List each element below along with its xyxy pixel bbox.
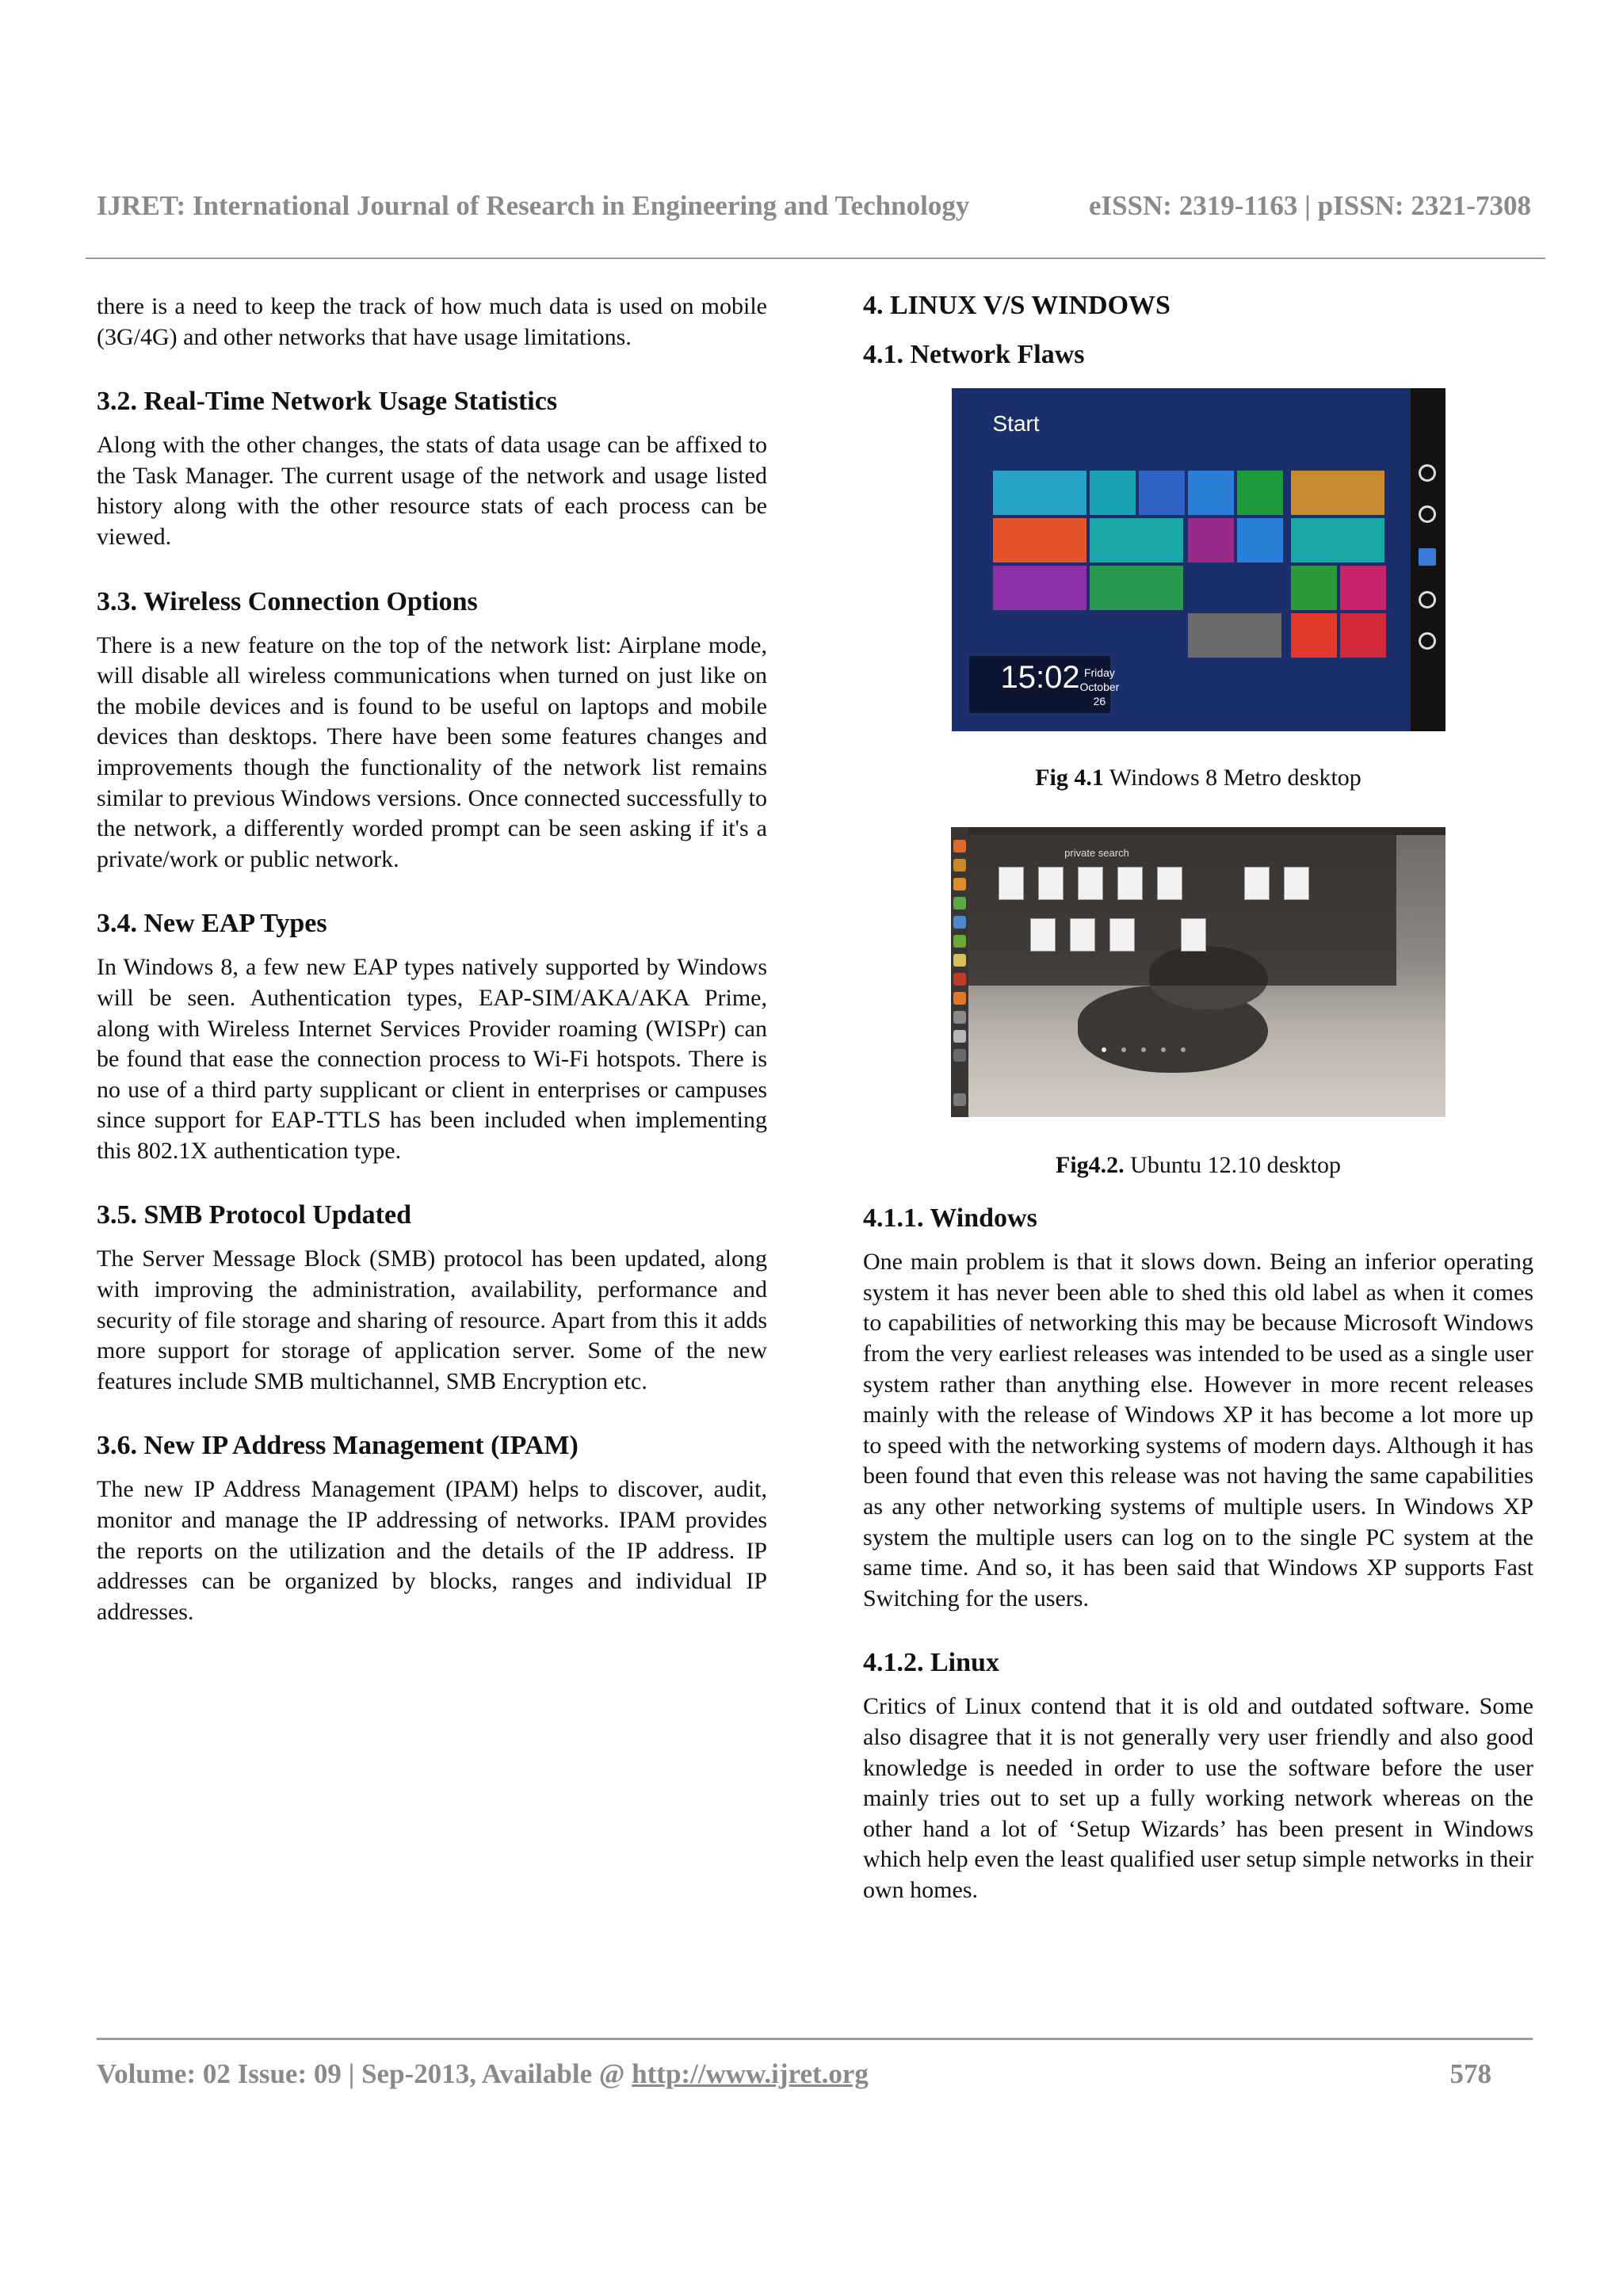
section-3-5-body: The Server Message Block (SMB) protocol has been updated, along with improving the administration, availability, performance and security of file storage and sharing of resource. Apart from this it adds more support for storage of application server. Some of the new features include SMB multichannel, SMB Encryption etc. [97,1245,767,1394]
section-3-6-body: The new IP Address Management (IPAM) helps to discover, audit, monitor and manage the IP addressing of networks. IPAM provides the reports on the utilization and the details of the IP address. IP addresses can be organized by blocks, ranges and individual IP addresses. [97,1476,767,1625]
tile [1188,518,1234,563]
tile [993,566,1086,610]
ubuntu-desktop-image [951,827,1445,1117]
trash-icon [953,1093,966,1106]
clock-month-day: October 26 [1079,681,1120,707]
footer-rule [97,2038,1533,2040]
figure-4-1 [863,388,1533,794]
intro-paragraph: there is a need to keep the track of how much data is used on mobile (3G/4G) and other networks that have usage limitations. [97,293,767,350]
launcher-icon [953,897,966,910]
ubuntu-top-panel [951,827,1445,835]
clock-time: 15:02 [1000,660,1080,695]
launcher-icon [953,973,966,986]
volume-info [97,2058,869,2090]
dash-thumbnail [1181,918,1206,952]
dash-thumbnail [1109,918,1135,952]
section-4-1-2-heading: 4.1.2. Linux [863,1648,999,1678]
launcher-icon [953,840,966,852]
start-charm-icon [1419,548,1436,566]
dash-thumbnail [1038,867,1064,900]
section-3-6-heading: 3.6. New IP Address Management (IPAM) [97,1431,579,1461]
running-header [97,190,1531,222]
page-number: 578 [1449,2058,1491,2089]
tile [1237,471,1283,515]
right-column [863,292,1533,1905]
launcher-icon [953,935,966,948]
dash-thumbnail [1244,867,1270,900]
workspace-dot [1102,1047,1106,1052]
share-charm-icon [1419,505,1436,523]
header-rule [86,257,1545,259]
figure-4-2 [863,827,1533,1181]
launcher-icon [953,1030,966,1043]
tile [1291,518,1384,563]
lock-clock [969,656,1120,713]
figure-4-2-label: Fig4.2. [1056,1151,1125,1178]
settings-charm-icon [1419,632,1436,650]
workspace-dot [1181,1047,1186,1052]
journal-url-link[interactable]: http://www.ijret.org [632,2058,869,2089]
section-3-4-heading: 3.4. New EAP Types [97,909,327,939]
section-3-3-body: There is a new feature on the top of the network list: Airplane mode, will disable all wireless communications when turned on just like on the mobile devices and is found to be useful on laptops and mobile devices than desktops. There have been some features changes and improvements though the functionality of the network list remains similar to previous Windows versions. Once connected successfully to the network, a differently worded prompt can be seen asking if it's a private/work or public network. [97,631,767,872]
charms-bar [1411,388,1445,731]
left-column [97,292,767,1627]
start-label: Start [992,411,1040,436]
section-4-1-2-body: Critics of Linux contend that it is old and outdated software. Some also disagree that it is not generally very user friendly and also good knowledge is needed in order to use the software before the user mainly tries out to set up a fully working network whereas on the other hand a lot of ‘Setup Wizards’ has been present in Windows which help even the least qualified user setup simple networks in their own homes. [863,1693,1533,1903]
ubuntu-dash [968,835,1396,986]
tile [1340,566,1386,610]
launcher-icon [953,992,966,1005]
tile [1090,566,1183,610]
figure-4-2-text: Ubuntu 12.10 desktop [1124,1151,1341,1178]
clock-day: Friday [1083,666,1115,679]
figure-4-1-label: Fig 4.1 [1035,765,1104,791]
section-4-1-1-body: One main problem is that it slows down. Being an inferior operating system it has never been able to shed this old label as when it comes to capabilities of networking this may be because Microsoft Windows from the very earliest releases was intended to be used as a single user system rather than anything else. However in more recent releases mainly with the release of Windows XP it has become a lot more up to speed with the networking systems of modern days. Although it has been found that even this release was not having the same capabilities as any other networking systems of multiple users. In Windows XP system the multiple users can log on to the single PC system at the same time. And so, it has been said that Windows XP supports Fast Switching for the users. [863,1249,1533,1611]
journal-title: IJRET: International Journal of Research in Engineering and Technology [97,190,970,221]
launcher-icon [953,859,966,871]
tile [1090,518,1183,563]
search-charm-icon [1419,464,1436,482]
section-3-2-heading: 3.2. Real-Time Network Usage Statistics [97,387,558,417]
tile [993,471,1086,515]
section-4-heading: 4. LINUX V/S WINDOWS [863,291,1170,320]
section-3-4-body: In Windows 8, a few new EAP types natively supported by Windows will be seen. Authentication types, EAP-SIM/AKA/AKA Prime, along with Wireless Internet Services Provider roaming (WISPr) can be found that ease the connection process to Wi-Fi hotspots. There is no use of a third party supplicant or client in enterprises or campuses since support for EAP-TTLS has been included when implementing this 802.1X authentication type. [97,954,767,1164]
launcher-icon [953,954,966,967]
tile [1291,613,1337,658]
launcher-icon [953,916,966,929]
figure-4-1-text: Windows 8 Metro desktop [1103,765,1361,791]
section-4-1-heading: 4.1. Network Flaws [863,340,1085,369]
workspace-dot [1161,1047,1166,1052]
dash-thumbnail [1157,867,1182,900]
dash-thumbnail [1030,918,1056,952]
dash-thumbnail [1070,918,1095,952]
tile [1139,471,1185,515]
section-3-5-heading: 3.5. SMB Protocol Updated [97,1200,411,1230]
windows8-start-screen-image [952,388,1445,731]
dash-search: private search [1064,846,1129,859]
tile [1237,518,1283,563]
devices-charm-icon [1419,591,1436,608]
tile [1188,613,1281,658]
dash-thumbnail [1284,867,1309,900]
running-footer [97,2058,1491,2090]
launcher-icon [953,1049,966,1062]
dash-thumbnail [999,867,1024,900]
tile [993,518,1086,563]
tile [1340,613,1386,658]
volume-text: Volume: 02 Issue: 09 | Sep-2013, Available @ [97,2058,632,2089]
tile [1188,471,1234,515]
section-4-1-1-heading: 4.1.1. Windows [863,1203,1037,1234]
issn-info: eISSN: 2319-1163 | pISSN: 2321-7308 [1088,190,1531,221]
dash-thumbnail [1117,867,1143,900]
workspace-dot [1141,1047,1146,1052]
figure-4-2-caption [863,1150,1533,1181]
tile [1291,566,1337,610]
ubuntu-launcher [951,827,968,1117]
workspace-dot [1121,1047,1126,1052]
tile [1090,471,1136,515]
figure-4-1-caption [863,763,1533,794]
clock-date [1080,666,1120,708]
launcher-icon [953,1011,966,1024]
dash-thumbnail [1078,867,1103,900]
launcher-icon [953,878,966,891]
section-3-2-body: Along with the other changes, the stats of data usage can be affixed to the Task Manager. The current usage of the network and usage listed history along with the other resource stats of each process can be viewed. [97,432,767,550]
tile [1291,471,1384,515]
section-3-3-heading: 3.3. Wireless Connection Options [97,586,478,616]
